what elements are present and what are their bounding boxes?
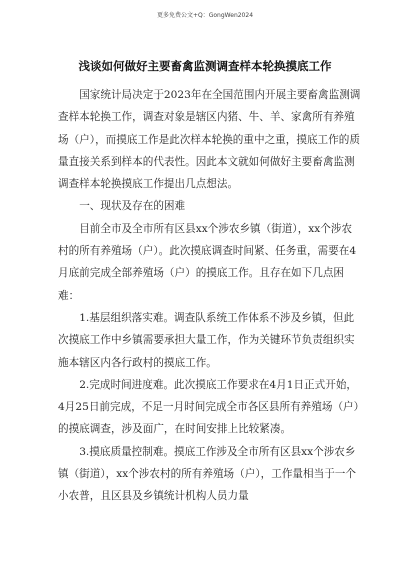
paragraph-difficulty-3: 3.摸底质量控制难。摸底工作涉及全市所有区县xx个涉农乡镇（街道），xx个涉农村的所有养殖场（户），工作量相当于一个小农普，且区县及乡镇统计机构人员力量 [58, 445, 356, 503]
header-note: 更多免费公文+Q：GongWen2024 [156, 12, 254, 19]
paragraph-status: 目前全市及全市所有区县xx个涉农乡镇（街道），xx个涉农村的所有养殖场（户）。此次摸底调查时间紧、任务重，需要在4月底前完成全部养殖场（户）的摸底工作。且存在如下几点困难： [58, 222, 357, 302]
paragraph-intro: 国家统计局决定于2023年在全国范围内开展主要畜禽监测调查样本轮换工作，调查对象是辖区内猪、牛、羊、家禽所有养殖场（户），而摸底工作是此次样本轮换的重中之重，摸底工作的质量直接关系到样本的代表性。因此本文就如何做好主要畜禽监测调查样本轮换摸底工作提出几点想法。 [58, 89, 361, 191]
paragraph-difficulty-1: 1.基层组织落实难。调查队系统工作体系不涉及乡镇，但此次摸底工作中乡镇需要承担大量工作，作为关键环节负责组织实施本辖区内各行政村的摸底工作。 [58, 311, 355, 369]
document-body [58, 84, 362, 508]
document-title: 浅谈如何做好主要畜禽监测调查样本轮换摸底工作 [78, 59, 332, 73]
paragraph-difficulty-2: 2.完成时间进度难。此次摸底工作要求在4月1日正式开始，4月25日前完成，不足一月时间完成全市各区县所有养殖场（户）的摸底调查，涉及面广，在时间安排上比较紧凑。 [58, 378, 359, 436]
section-heading: 一、现状及存在的困难 [79, 200, 186, 213]
